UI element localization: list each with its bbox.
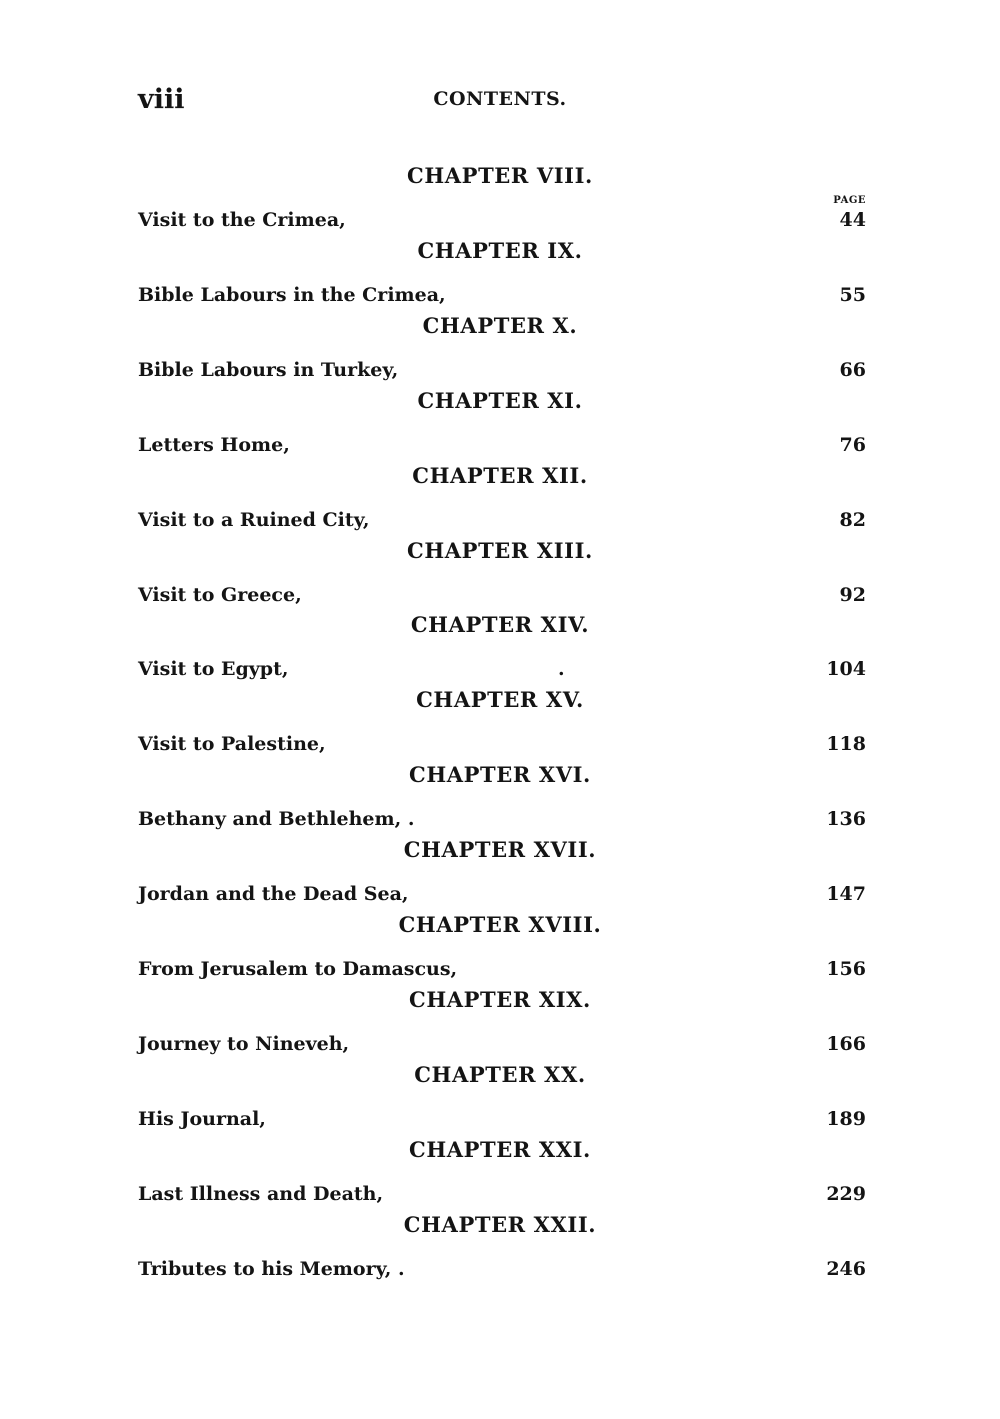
page-number: 92 <box>839 583 866 606</box>
toc-entry <box>0 1212 1000 1287</box>
chapter-title: Visit to Greece, <box>138 583 302 606</box>
page-number: 229 <box>826 1182 866 1205</box>
page-number: 147 <box>826 883 866 906</box>
toc-entry <box>0 388 1000 463</box>
chapter-title: Bible Labours in Turkey, <box>138 358 399 381</box>
chapter-heading: CHAPTER XV. <box>416 687 584 713</box>
page-number: 44 <box>839 209 866 231</box>
chapter-heading: CHAPTER XIX. <box>409 986 591 1012</box>
chapter-title: Visit to a Ruined City, <box>138 508 370 531</box>
chapter-title: Bethany and Bethlehem, . <box>138 808 415 831</box>
chapter-title: His Journal, <box>138 1107 266 1130</box>
page-number: 189 <box>826 1107 866 1130</box>
page-number: 82 <box>839 508 866 531</box>
chapter-title: Visit to the Crimea, <box>138 209 346 231</box>
toc-entry <box>0 538 1000 613</box>
leader-dot: . <box>558 658 565 681</box>
chapter-title: Journey to Nineveh, <box>138 1032 350 1055</box>
toc-entry <box>0 987 1000 1062</box>
chapter-title: Jordan and the Dead Sea, <box>138 883 409 906</box>
toc-entry <box>0 912 1000 987</box>
chapter-title: Last Illness and Death, <box>138 1182 384 1205</box>
chapter-title: Visit to Egypt, <box>138 658 289 681</box>
page-folio: viii <box>138 84 185 115</box>
chapter-heading: CHAPTER XIII. <box>407 537 593 563</box>
chapter-title: Letters Home, <box>138 433 290 456</box>
chapter-heading: CHAPTER XII. <box>412 462 588 488</box>
page-column-label: PAGE <box>833 195 866 206</box>
chapter-heading: CHAPTER XX. <box>414 1061 586 1087</box>
chapter-title: From Jerusalem to Damascus, <box>138 958 458 980</box>
chapter-title: Visit to Palestine, <box>138 733 326 756</box>
chapter-heading: CHAPTER XI. <box>417 387 583 413</box>
chapter-heading: CHAPTER XIV. <box>410 612 590 638</box>
page-number: 76 <box>839 433 866 456</box>
page-number: 66 <box>839 358 866 381</box>
chapter-heading: CHAPTER VIII. <box>407 163 593 188</box>
chapter-title: Tributes to his Memory, . <box>138 1257 405 1280</box>
chapter-title: Bible Labours in the Crimea, <box>138 283 446 306</box>
page-number: 104 <box>826 658 866 681</box>
toc-entry <box>0 163 1000 238</box>
chapter-heading: CHAPTER X. <box>422 312 578 338</box>
toc-entry <box>0 837 1000 912</box>
page-number: 55 <box>839 283 866 306</box>
toc-entry <box>0 687 1000 762</box>
page-number: 118 <box>826 733 866 756</box>
page-number: 156 <box>826 958 866 980</box>
page-number: 246 <box>826 1257 866 1280</box>
toc-entry <box>0 463 1000 538</box>
chapter-heading: CHAPTER XXII. <box>403 1211 597 1237</box>
chapter-heading: CHAPTER IX. <box>417 237 583 263</box>
chapter-heading: CHAPTER XVI. <box>409 762 591 788</box>
toc-entry <box>0 1137 1000 1212</box>
toc-entry <box>0 762 1000 837</box>
toc-entry <box>0 1062 1000 1137</box>
page-number: 136 <box>826 808 866 831</box>
chapter-heading: CHAPTER XXI. <box>409 1136 591 1162</box>
toc-entry <box>0 313 1000 388</box>
toc-entry <box>0 612 1000 687</box>
page-number: 166 <box>826 1032 866 1055</box>
chapter-heading: CHAPTER XVII. <box>403 837 597 863</box>
running-title: CONTENTS. <box>433 88 567 110</box>
chapter-heading: CHAPTER XVIII. <box>398 912 602 937</box>
toc-entry <box>0 238 1000 313</box>
